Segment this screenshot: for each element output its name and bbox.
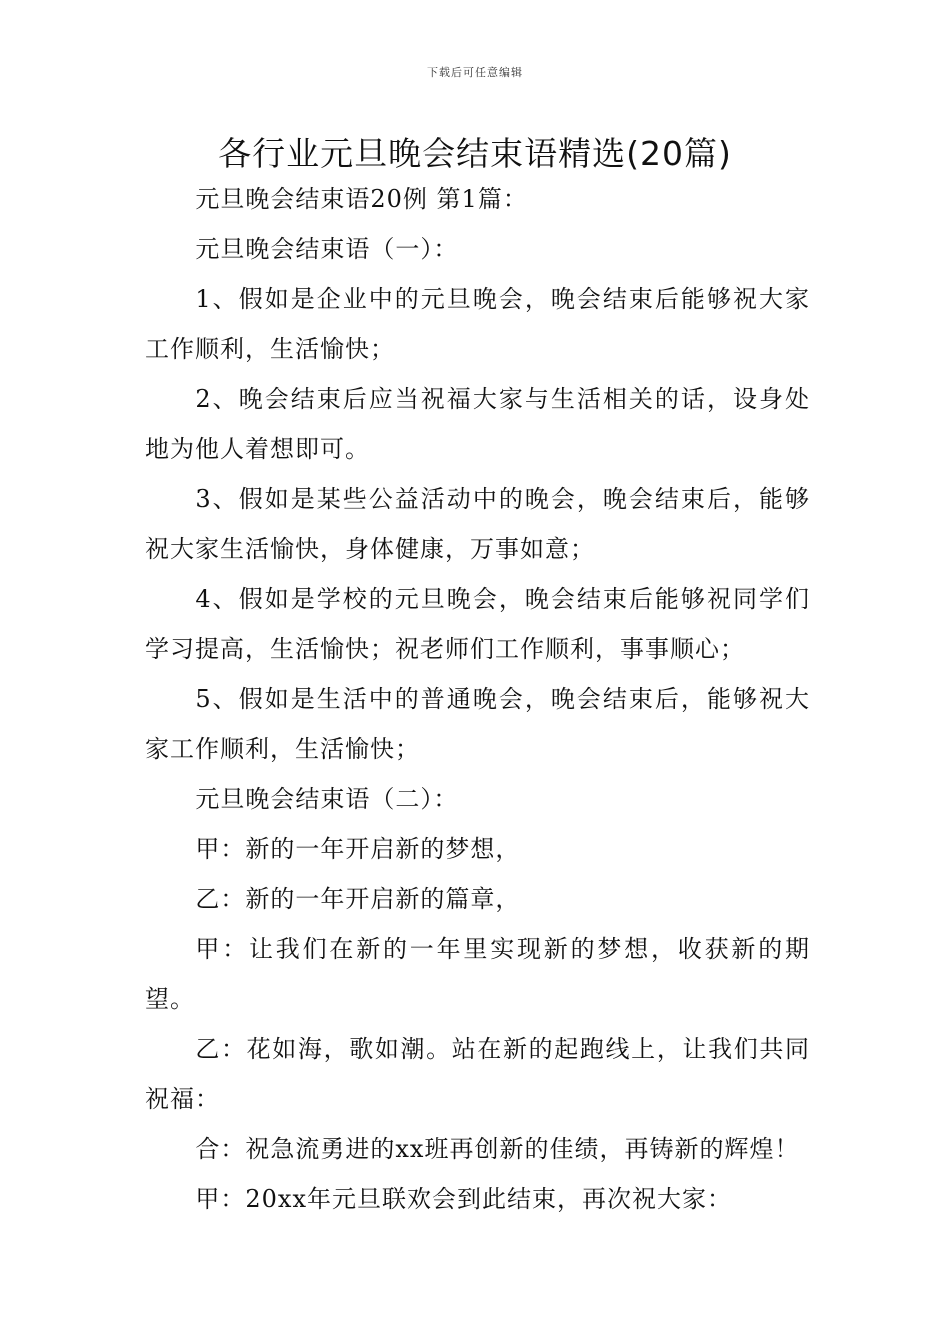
paragraph: 3、假如是某些公益活动中的晚会，晚会结束后，能够祝大家生活愉快，身体健康，万事如意；: [145, 485, 810, 563]
document-body: [145, 174, 810, 1224]
document-title: 各行业元旦晚会结束语精选(20篇): [218, 134, 732, 173]
paragraph: 1、假如是企业中的元旦晚会，晚会结束后能够祝大家工作顺利，生活愉快；: [145, 285, 810, 363]
paragraph: 甲：让我们在新的一年里实现新的梦想，收获新的期望。: [145, 935, 810, 1013]
paragraph: 乙：花如海，歌如潮。站在新的起跑线上，让我们共同祝福：: [145, 1035, 810, 1113]
header-note: 下载后可任意编辑: [427, 66, 523, 79]
paragraph: 元旦晚会结束语（一）：: [195, 235, 459, 263]
paragraph: 元旦晚会结束语20例 第1篇：: [195, 185, 528, 213]
paragraph: 元旦晚会结束语（二）：: [195, 785, 459, 813]
paragraph: 4、假如是学校的元旦晚会，晚会结束后能够祝同学们学习提高，生活愉快；祝老师们工作顺利，事事顺心；: [145, 585, 810, 663]
paragraph: 合：祝急流勇进的xx班再创新的佳绩，再铸新的辉煌！: [195, 1135, 800, 1163]
paragraph: 2、晚会结束后应当祝福大家与生活相关的话，设身处地为他人着想即可。: [145, 385, 810, 463]
paragraph: 甲：20xx年元旦联欢会到此结束，再次祝大家：: [195, 1185, 732, 1213]
paragraph: 5、假如是生活中的普通晚会，晚会结束后，能够祝大家工作顺利，生活愉快；: [145, 685, 810, 763]
paragraph: 甲：新的一年开启新的梦想，: [195, 835, 521, 863]
paragraph: 乙：新的一年开启新的篇章，: [195, 885, 521, 913]
